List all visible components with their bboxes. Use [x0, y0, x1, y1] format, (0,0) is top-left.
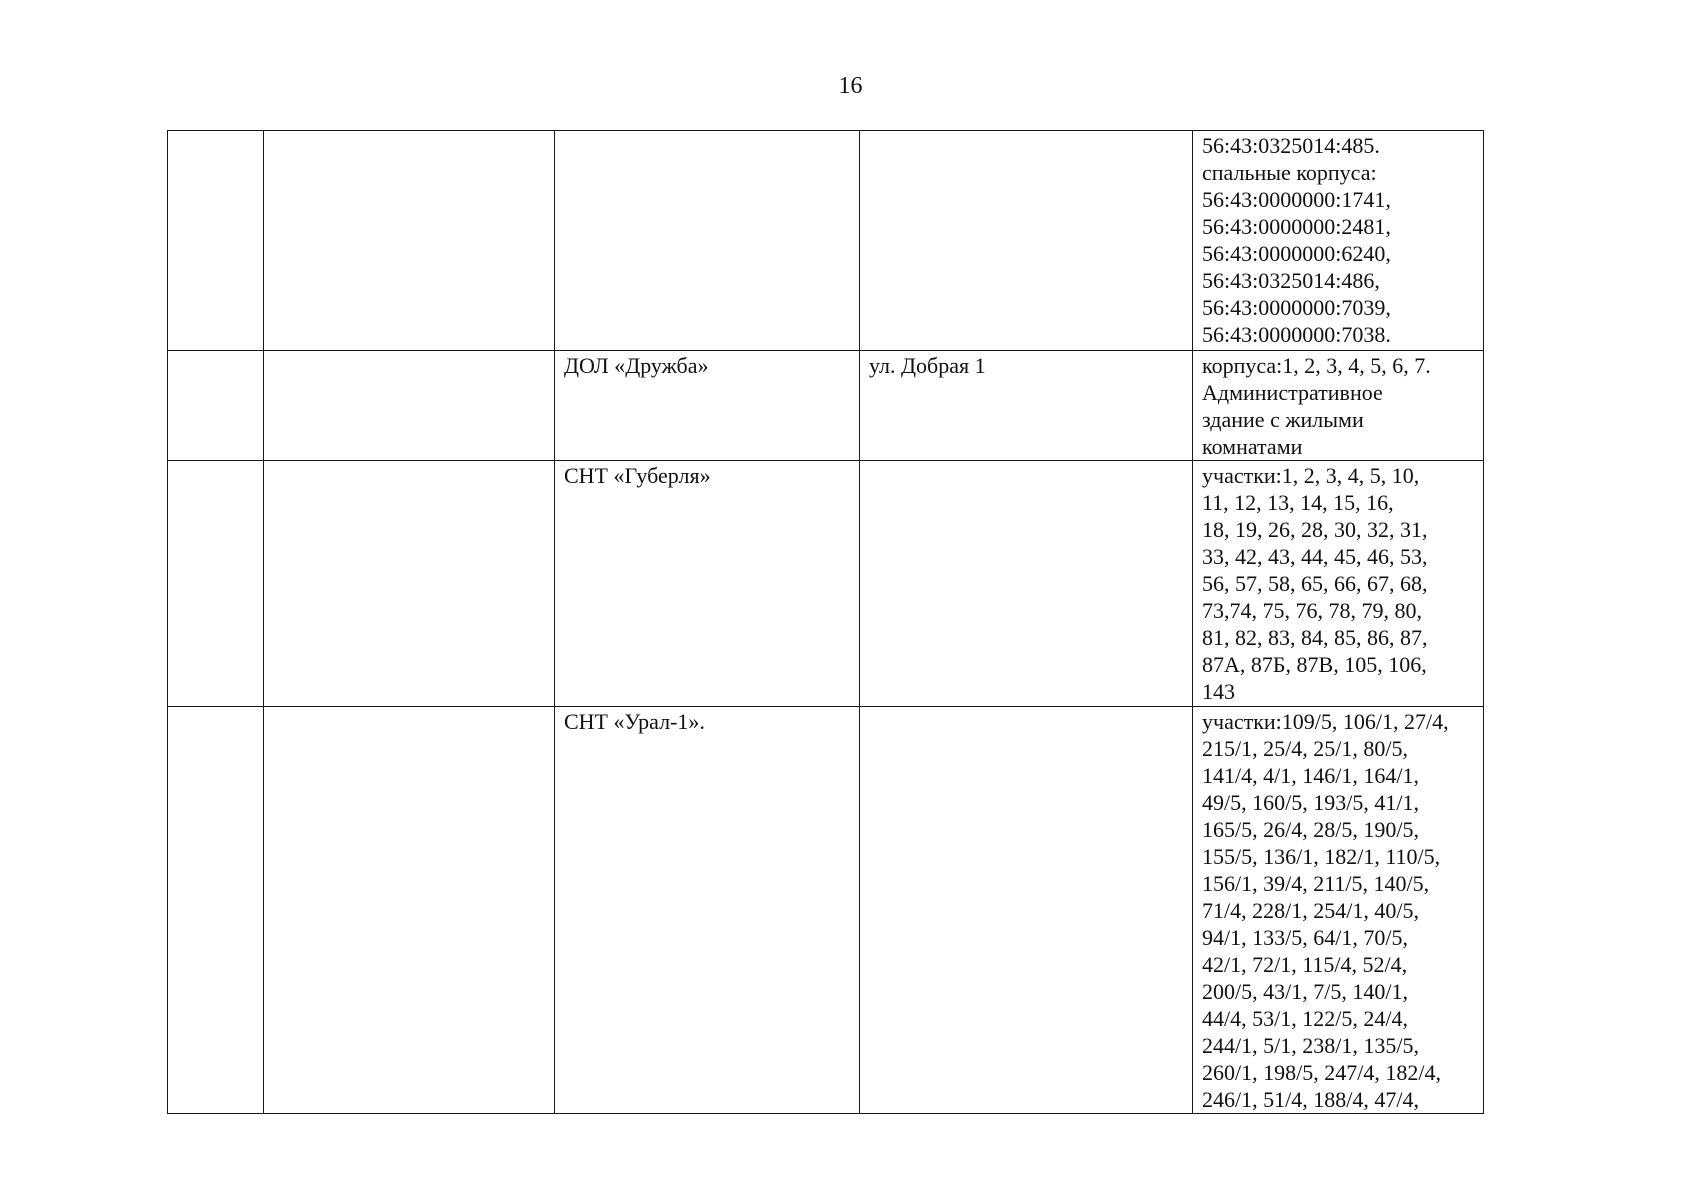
details-line: 246/1, 51/4, 188/4, 47/4,	[1202, 1087, 1419, 1112]
district-cell	[264, 351, 555, 461]
details-line: Административное	[1202, 380, 1383, 405]
details-line: 71/4, 228/1, 254/1, 40/5,	[1202, 898, 1419, 923]
details-line: 56:43:0000000:1741,	[1202, 187, 1391, 212]
details-line: 156/1, 39/4, 211/5, 140/5,	[1202, 871, 1430, 896]
details-line: 11, 12, 13, 14, 15, 16,	[1202, 490, 1394, 515]
details-line: корпуса:1, 2, 3, 4, 5, 6, 7.	[1202, 353, 1431, 378]
details-line: 56:43:0000000:7039,	[1202, 295, 1391, 320]
table-body	[168, 131, 1484, 1114]
object-name-cell	[555, 131, 860, 351]
details-line: здание с жилыми	[1202, 407, 1364, 432]
district-cell	[264, 131, 555, 351]
details-line: 49/5, 160/5, 193/5, 41/1,	[1202, 790, 1419, 815]
details-line: 81, 82, 83, 84, 85, 86, 87,	[1202, 625, 1428, 650]
row-number-cell	[168, 131, 264, 351]
address-cell	[860, 707, 1193, 1114]
details-line: 56:43:0000000:2481,	[1202, 214, 1391, 239]
details-line: 44/4, 53/1, 122/5, 24/4,	[1202, 1006, 1408, 1031]
row-number-cell	[168, 461, 264, 707]
row-number-cell	[168, 351, 264, 461]
details-line: 73,74, 75, 76, 78, 79, 80,	[1202, 598, 1422, 623]
details-cell	[1193, 461, 1484, 707]
details-line: комнатами	[1202, 434, 1303, 459]
address-cell	[860, 131, 1193, 351]
table-row	[168, 707, 1484, 1114]
details-cell	[1193, 131, 1484, 351]
object-name-cell: СНТ «Урал-1».	[555, 707, 860, 1114]
table-row	[168, 131, 1484, 351]
details-line: 56:43:0000000:7038.	[1202, 322, 1391, 347]
details-cell	[1193, 707, 1484, 1114]
details-line: 244/1, 5/1, 238/1, 135/5,	[1202, 1033, 1419, 1058]
details-line: 56:43:0325014:485.	[1202, 133, 1380, 158]
object-name-cell: СНТ «Губерля»	[555, 461, 860, 707]
details-line: 56:43:0000000:6240,	[1202, 241, 1391, 266]
details-line: 155/5, 136/1, 182/1, 110/5,	[1202, 844, 1441, 869]
row-number-cell	[168, 707, 264, 1114]
details-line: 94/1, 133/5, 64/1, 70/5,	[1202, 925, 1408, 950]
details-line: 87А, 87Б, 87В, 105, 106,	[1202, 652, 1427, 677]
details-line: 141/4, 4/1, 146/1, 164/1,	[1202, 763, 1419, 788]
details-cell	[1193, 351, 1484, 461]
details-line: спальные корпуса:	[1202, 160, 1377, 185]
document-table	[167, 130, 1484, 1114]
object-name-cell: ДОЛ «Дружба»	[555, 351, 860, 461]
address-cell	[860, 461, 1193, 707]
address-cell: ул. Добрая 1	[860, 351, 1193, 461]
details-line: 56, 57, 58, 65, 66, 67, 68,	[1202, 571, 1428, 596]
details-line: участки:1, 2, 3, 4, 5, 10,	[1202, 463, 1420, 488]
details-line: участки:109/5, 106/1, 27/4,	[1202, 709, 1449, 734]
details-line: 143	[1202, 679, 1235, 704]
district-cell	[264, 461, 555, 707]
district-cell	[264, 707, 555, 1114]
details-line: 56:43:0325014:486,	[1202, 268, 1380, 293]
table-row	[168, 351, 1484, 461]
details-line: 18, 19, 26, 28, 30, 32, 31,	[1202, 517, 1428, 542]
table-row	[168, 461, 1484, 707]
details-line: 165/5, 26/4, 28/5, 190/5,	[1202, 817, 1419, 842]
details-line: 33, 42, 43, 44, 45, 46, 53,	[1202, 544, 1428, 569]
details-line: 215/1, 25/4, 25/1, 80/5,	[1202, 736, 1408, 761]
details-line: 260/1, 198/5, 247/4, 182/4,	[1202, 1060, 1441, 1085]
details-line: 200/5, 43/1, 7/5, 140/1,	[1202, 979, 1408, 1004]
details-line: 42/1, 72/1, 115/4, 52/4,	[1202, 952, 1408, 977]
page-number: 16	[838, 73, 863, 99]
